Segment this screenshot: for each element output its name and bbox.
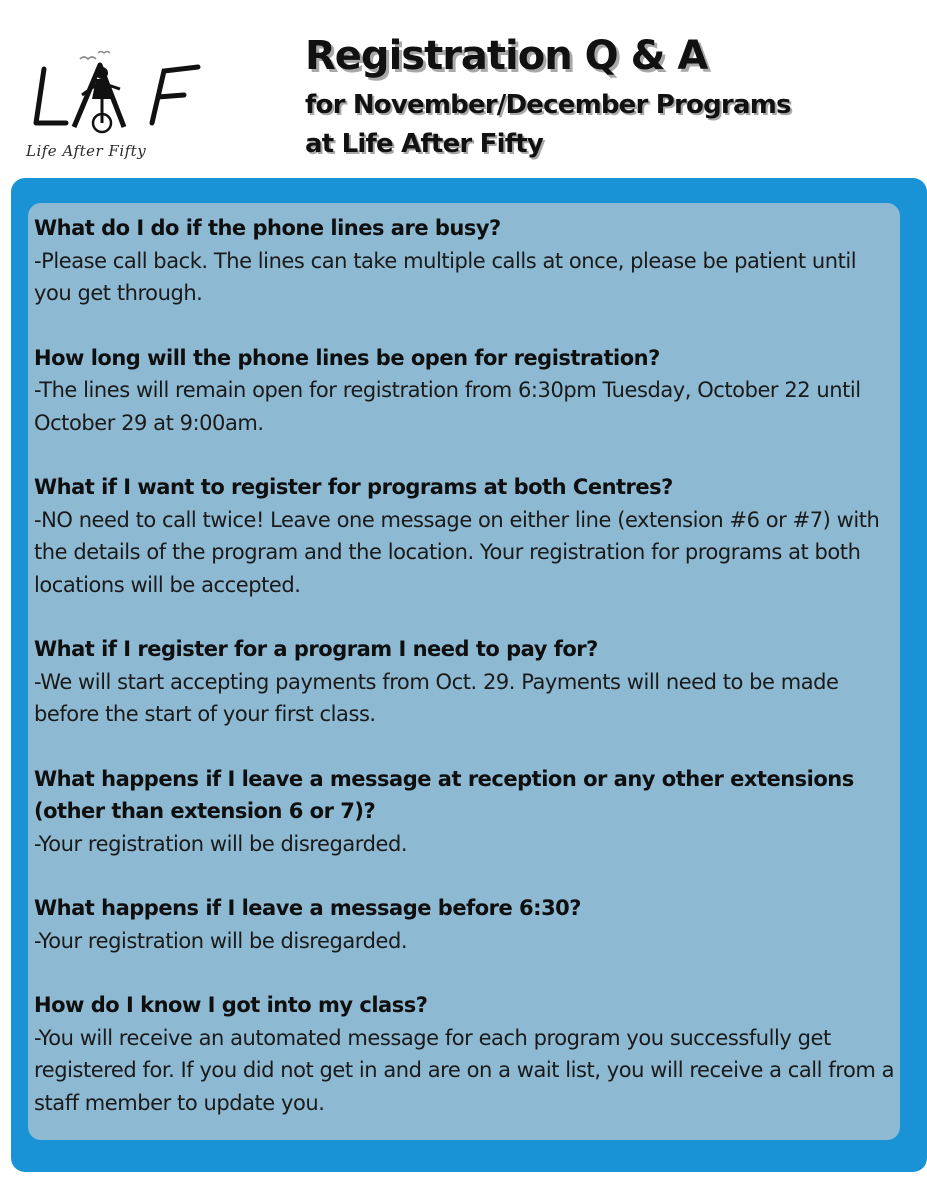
qa-answer: -Please call back. The lines can take multiple calls at once, please be patient until you get through. bbox=[34, 248, 857, 305]
page-subtitle-line-2: at Life After Fifty bbox=[305, 129, 544, 159]
qa-item bbox=[34, 763, 894, 861]
qa-question: What happens if I leave a message before 6:30? bbox=[34, 896, 581, 920]
qa-question: What if I want to register for programs at both Centres? bbox=[34, 475, 673, 499]
qa-question: What happens if I leave a message at reception or any other extensions (other than extension 6 or 7)? bbox=[34, 766, 854, 823]
qa-item bbox=[34, 342, 894, 440]
qa-answer: -The lines will remain open for registration from 6:30pm Tuesday, October 22 until October 29 at 9:00am. bbox=[34, 378, 861, 435]
qa-item bbox=[34, 212, 894, 310]
qa-question: How do I know I got into my class? bbox=[34, 993, 428, 1017]
qa-item bbox=[34, 892, 894, 957]
qa-question: How long will the phone lines be open for registration? bbox=[34, 345, 660, 370]
page-header bbox=[0, 0, 927, 180]
title-block bbox=[305, 26, 791, 164]
life-after-fifty-logo bbox=[22, 45, 212, 175]
logo-tagline: Life After Fifty bbox=[26, 142, 147, 160]
logo-graphic bbox=[22, 45, 212, 145]
qa-answer: -You will receive an automated message for each program you successfully get registered for. If you did not get in and are on a wait list, you will receive a call from a staff member to update you. bbox=[34, 1025, 895, 1115]
qa-answer: -NO need to call twice! Leave one message on either line (extension #6 or #7) with the details of the program and the location. Your registration for programs at both locations will be accepted. bbox=[34, 507, 880, 597]
qa-panel-frame bbox=[11, 178, 927, 1172]
qa-panel bbox=[28, 203, 900, 1140]
qa-question: What do I do if the phone lines are busy? bbox=[34, 216, 501, 240]
qa-item bbox=[34, 989, 894, 1119]
page-subtitle-line-1: for November/December Programs bbox=[305, 90, 791, 120]
page-title: Registration Q & A bbox=[305, 33, 708, 79]
qa-answer: -Your registration will be disregarded. bbox=[34, 928, 408, 953]
qa-list bbox=[34, 212, 894, 1151]
qa-item bbox=[34, 633, 894, 731]
qa-answer: -We will start accepting payments from Oct. 29. Payments will need to be made before the start of your first class. bbox=[34, 669, 839, 726]
qa-answer: -Your registration will be disregarded. bbox=[34, 831, 408, 856]
qa-item bbox=[34, 471, 894, 601]
qa-question: What if I register for a program I need to pay for? bbox=[34, 637, 598, 661]
